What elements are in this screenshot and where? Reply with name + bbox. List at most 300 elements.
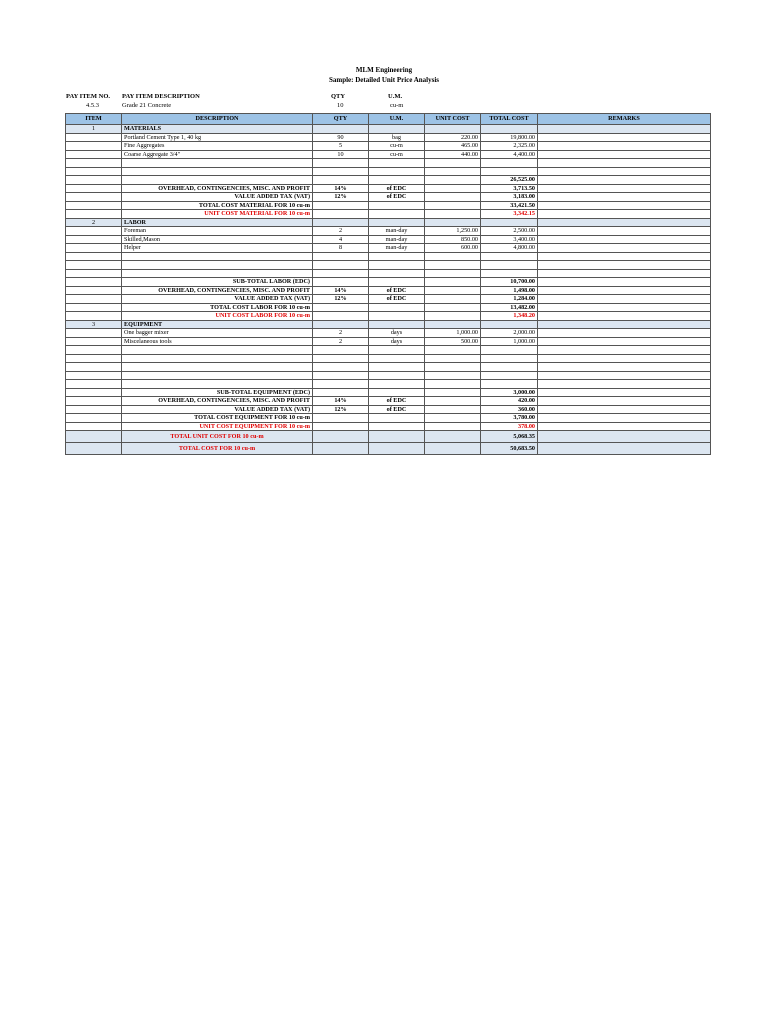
- empty-cell: [481, 371, 538, 380]
- empty-cell: [122, 167, 313, 176]
- line-item-unit-cost: 220.00: [425, 133, 481, 142]
- empty-cell: [369, 278, 425, 287]
- empty-row: [66, 371, 711, 380]
- empty-cell: [538, 269, 711, 278]
- empty-cell: [538, 295, 711, 304]
- empty-cell: [313, 363, 369, 372]
- empty-cell: [538, 312, 711, 321]
- total-cost-label: TOTAL COST LABOR FOR 10 cu-m: [122, 303, 313, 312]
- empty-cell: [369, 210, 425, 219]
- vat-percent: 12%: [313, 295, 369, 304]
- empty-cell: [425, 252, 481, 261]
- empty-cell: [313, 320, 369, 329]
- section-row: [66, 218, 711, 227]
- line-item-um: cu-m: [369, 150, 425, 159]
- empty-cell: [66, 346, 122, 355]
- empty-cell: [66, 303, 122, 312]
- vat-basis: of EDC: [369, 193, 425, 202]
- empty-cell: [425, 397, 481, 406]
- vat-percent: 12%: [313, 193, 369, 202]
- empty-cell: [66, 167, 122, 176]
- unit-cost-value: 3,342.15: [481, 210, 538, 219]
- empty-cell: [313, 125, 369, 134]
- line-item-remarks: [538, 235, 711, 244]
- line-item-remarks: [538, 133, 711, 142]
- total-cost-value: 33,421.50: [481, 201, 538, 210]
- subtotal-value: 3,000.00: [481, 388, 538, 397]
- pay-item-qty: 10: [337, 102, 344, 109]
- line-item-qty: 8: [313, 244, 369, 253]
- empty-cell: [369, 346, 425, 355]
- empty-cell: [369, 431, 425, 443]
- line-item-row: [66, 235, 711, 244]
- empty-cell: [369, 422, 425, 431]
- line-item-row: [66, 244, 711, 253]
- empty-cell: [425, 312, 481, 321]
- pay-item-no: 4.5.3: [86, 102, 99, 109]
- empty-cell: [425, 201, 481, 210]
- empty-cell: [481, 320, 538, 329]
- empty-row: [66, 261, 711, 270]
- empty-cell: [66, 244, 122, 253]
- empty-cell: [66, 422, 122, 431]
- column-header: UNIT COST: [425, 114, 481, 125]
- line-item-unit-cost: 1,000.00: [425, 329, 481, 338]
- unit-cost-row: [66, 422, 711, 431]
- empty-cell: [538, 176, 711, 185]
- line-item-um: days: [369, 329, 425, 338]
- ocm-label: OVERHEAD, CONTINGENCIES, MISC. AND PROFIT: [122, 286, 313, 295]
- empty-cell: [369, 261, 425, 270]
- vat-label: VALUE ADDED TAX (VAT): [122, 193, 313, 202]
- empty-cell: [538, 397, 711, 406]
- empty-cell: [66, 295, 122, 304]
- empty-row: [66, 252, 711, 261]
- section-label: MATERIALS: [122, 125, 313, 134]
- line-item-unit-cost: 440.00: [425, 150, 481, 159]
- empty-cell: [369, 159, 425, 168]
- pay-item-um-label: U.M.: [388, 93, 403, 100]
- empty-cell: [122, 252, 313, 261]
- pay-item-description: Grade 21 Concrete: [122, 102, 172, 109]
- empty-cell: [66, 269, 122, 278]
- line-item-description: Miscelaneous tools: [122, 337, 313, 346]
- vat-value: 3,183.00: [481, 193, 538, 202]
- empty-cell: [66, 278, 122, 287]
- line-item-description: Skilled,Mason: [122, 235, 313, 244]
- total-cost-value: 3,780.00: [481, 414, 538, 423]
- empty-cell: [538, 414, 711, 423]
- empty-cell: [425, 167, 481, 176]
- vat-basis: of EDC: [369, 295, 425, 304]
- line-item-description: Coarse Aggregate 3/4": [122, 150, 313, 159]
- empty-cell: [369, 371, 425, 380]
- line-item-unit-cost: 600.00: [425, 244, 481, 253]
- empty-cell: [538, 320, 711, 329]
- empty-cell: [425, 443, 481, 455]
- empty-cell: [425, 380, 481, 389]
- empty-cell: [122, 159, 313, 168]
- grand-total-label: TOTAL COST FOR 10 cu-m: [122, 443, 313, 455]
- empty-cell: [538, 278, 711, 287]
- empty-cell: [538, 363, 711, 372]
- empty-cell: [425, 184, 481, 193]
- empty-cell: [425, 286, 481, 295]
- line-item-total: 4,800.00: [481, 244, 538, 253]
- empty-row: [66, 363, 711, 372]
- empty-cell: [313, 261, 369, 270]
- empty-cell: [313, 303, 369, 312]
- vat-label: VALUE ADDED TAX (VAT): [122, 295, 313, 304]
- line-item-unit-cost: 465.00: [425, 142, 481, 151]
- section-item-number: 3: [66, 320, 122, 329]
- empty-cell: [538, 167, 711, 176]
- empty-cell: [481, 159, 538, 168]
- empty-cell: [313, 371, 369, 380]
- empty-cell: [369, 380, 425, 389]
- empty-cell: [66, 414, 122, 423]
- empty-cell: [313, 443, 369, 455]
- empty-cell: [481, 125, 538, 134]
- unit-cost-label: UNIT COST EQUIPMENT FOR 10 cu-m: [122, 422, 313, 431]
- empty-cell: [538, 184, 711, 193]
- ocm-basis: of EDC: [369, 184, 425, 193]
- empty-cell: [66, 363, 122, 372]
- line-item-row: [66, 337, 711, 346]
- subtotal-row: [66, 176, 711, 185]
- line-item-qty: 4: [313, 235, 369, 244]
- empty-cell: [313, 380, 369, 389]
- empty-cell: [66, 371, 122, 380]
- line-item-total: 4,400.00: [481, 150, 538, 159]
- empty-cell: [425, 405, 481, 414]
- column-header: REMARKS: [538, 114, 711, 125]
- empty-cell: [425, 320, 481, 329]
- empty-cell: [425, 159, 481, 168]
- empty-cell: [425, 176, 481, 185]
- line-item-row: [66, 133, 711, 142]
- line-item-um: man-day: [369, 235, 425, 244]
- empty-cell: [369, 252, 425, 261]
- empty-row: [66, 380, 711, 389]
- empty-cell: [66, 176, 122, 185]
- empty-cell: [369, 443, 425, 455]
- empty-cell: [313, 346, 369, 355]
- empty-cell: [425, 388, 481, 397]
- empty-cell: [425, 218, 481, 227]
- line-item-um: man-day: [369, 227, 425, 236]
- empty-cell: [313, 422, 369, 431]
- total-cost-row: [66, 303, 711, 312]
- ocm-percent: 14%: [313, 286, 369, 295]
- ocm-row: [66, 397, 711, 406]
- vat-row: [66, 405, 711, 414]
- line-item-total: 2,325.00: [481, 142, 538, 151]
- line-item-qty: 2: [313, 337, 369, 346]
- ocm-percent: 14%: [313, 184, 369, 193]
- column-header: ITEM: [66, 114, 122, 125]
- empty-cell: [66, 159, 122, 168]
- empty-cell: [425, 278, 481, 287]
- vat-value: 360.00: [481, 405, 538, 414]
- ocm-row: [66, 286, 711, 295]
- empty-cell: [425, 363, 481, 372]
- empty-cell: [66, 286, 122, 295]
- vat-value: 1,284.00: [481, 295, 538, 304]
- ocm-value: 420.00: [481, 397, 538, 406]
- empty-cell: [369, 218, 425, 227]
- line-item-row: [66, 227, 711, 236]
- empty-cell: [538, 443, 711, 455]
- line-item-total: 19,800.00: [481, 133, 538, 142]
- empty-cell: [66, 312, 122, 321]
- pay-item-um: cu-m: [390, 102, 404, 109]
- empty-cell: [66, 150, 122, 159]
- empty-cell: [313, 159, 369, 168]
- subtotal-label: SUB-TOTAL LABOR (EDC): [122, 278, 313, 287]
- line-item-um: cu-m: [369, 142, 425, 151]
- line-item-qty: 90: [313, 133, 369, 142]
- total-cost-label: TOTAL COST MATERIAL FOR 10 cu-m: [122, 201, 313, 210]
- empty-cell: [538, 405, 711, 414]
- empty-cell: [66, 227, 122, 236]
- empty-cell: [66, 337, 122, 346]
- empty-cell: [122, 380, 313, 389]
- empty-cell: [538, 431, 711, 443]
- empty-cell: [122, 371, 313, 380]
- vat-row: [66, 193, 711, 202]
- empty-cell: [481, 261, 538, 270]
- empty-row: [66, 354, 711, 363]
- empty-cell: [66, 142, 122, 151]
- empty-cell: [369, 303, 425, 312]
- empty-cell: [538, 218, 711, 227]
- unit-price-table: [65, 113, 711, 455]
- vat-percent: 12%: [313, 405, 369, 414]
- column-header: TOTAL COST: [481, 114, 538, 125]
- empty-cell: [481, 380, 538, 389]
- total-cost-row: [66, 201, 711, 210]
- table-header-row: [66, 114, 711, 125]
- pay-item-desc-label: PAY ITEM DESCRIPTION: [122, 93, 200, 100]
- empty-row: [66, 167, 711, 176]
- line-item-unit-cost: 850.00: [425, 235, 481, 244]
- empty-cell: [66, 261, 122, 270]
- empty-cell: [313, 176, 369, 185]
- company-title: MLM Engineering: [355, 66, 413, 74]
- empty-cell: [313, 278, 369, 287]
- empty-row: [66, 269, 711, 278]
- line-item-total: 3,400.00: [481, 235, 538, 244]
- empty-cell: [66, 354, 122, 363]
- ocm-percent: 14%: [313, 397, 369, 406]
- line-item-remarks: [538, 329, 711, 338]
- empty-cell: [122, 261, 313, 270]
- empty-cell: [481, 218, 538, 227]
- ocm-value: 3,713.50: [481, 184, 538, 193]
- line-item-remarks: [538, 337, 711, 346]
- unit-cost-value: 1,348.20: [481, 312, 538, 321]
- line-item-remarks: [538, 227, 711, 236]
- line-item-description: Helper: [122, 244, 313, 253]
- ocm-row: [66, 184, 711, 193]
- empty-cell: [66, 193, 122, 202]
- empty-cell: [66, 235, 122, 244]
- empty-cell: [538, 380, 711, 389]
- empty-cell: [66, 431, 122, 443]
- empty-cell: [425, 303, 481, 312]
- empty-cell: [313, 414, 369, 423]
- empty-cell: [425, 295, 481, 304]
- unit-cost-label: UNIT COST MATERIAL FOR 10 cu-m: [122, 210, 313, 219]
- unit-cost-row: [66, 210, 711, 219]
- empty-cell: [425, 269, 481, 278]
- line-item-row: [66, 150, 711, 159]
- empty-cell: [66, 201, 122, 210]
- empty-cell: [66, 388, 122, 397]
- empty-cell: [538, 125, 711, 134]
- line-item-unit-cost: 1,250.00: [425, 227, 481, 236]
- empty-cell: [122, 269, 313, 278]
- empty-cell: [313, 201, 369, 210]
- empty-cell: [538, 371, 711, 380]
- empty-cell: [425, 414, 481, 423]
- subtotal-value: 26,525.00: [481, 176, 538, 185]
- pay-item-qty-label: QTY: [331, 93, 346, 100]
- empty-cell: [369, 363, 425, 372]
- empty-cell: [313, 431, 369, 443]
- empty-cell: [481, 269, 538, 278]
- empty-cell: [313, 269, 369, 278]
- section-label: LABOR: [122, 218, 313, 227]
- section-row: [66, 125, 711, 134]
- empty-cell: [425, 261, 481, 270]
- empty-row: [66, 159, 711, 168]
- empty-cell: [425, 210, 481, 219]
- total-cost-value: 13,482.00: [481, 303, 538, 312]
- empty-cell: [538, 346, 711, 355]
- subtotal-value: 10,700.00: [481, 278, 538, 287]
- ocm-value: 1,498.00: [481, 286, 538, 295]
- empty-cell: [66, 184, 122, 193]
- column-header: QTY: [313, 114, 369, 125]
- pay-item-no-label: PAY ITEM NO.: [66, 93, 110, 100]
- empty-cell: [369, 269, 425, 278]
- empty-cell: [425, 371, 481, 380]
- empty-cell: [425, 193, 481, 202]
- empty-cell: [313, 388, 369, 397]
- subtotal-row: [66, 388, 711, 397]
- empty-cell: [425, 346, 481, 355]
- line-item-description: One bagger mixer: [122, 329, 313, 338]
- ocm-basis: of EDC: [369, 397, 425, 406]
- line-item-remarks: [538, 142, 711, 151]
- section-item-number: 2: [66, 218, 122, 227]
- empty-cell: [481, 167, 538, 176]
- vat-label: VALUE ADDED TAX (VAT): [122, 405, 313, 414]
- empty-cell: [369, 312, 425, 321]
- line-item-row: [66, 142, 711, 151]
- line-item-unit-cost: 500.00: [425, 337, 481, 346]
- empty-cell: [313, 252, 369, 261]
- empty-cell: [481, 354, 538, 363]
- empty-cell: [369, 354, 425, 363]
- vat-row: [66, 295, 711, 304]
- empty-cell: [66, 405, 122, 414]
- empty-cell: [369, 176, 425, 185]
- unit-cost-label: UNIT COST LABOR FOR 10 cu-m: [122, 312, 313, 321]
- empty-cell: [538, 252, 711, 261]
- empty-cell: [425, 422, 481, 431]
- empty-cell: [538, 193, 711, 202]
- subtotal-label: SUB-TOTAL EQUIPMENT (EDC): [122, 388, 313, 397]
- line-item-qty: 2: [313, 227, 369, 236]
- section-row: [66, 320, 711, 329]
- line-item-description: Foreman: [122, 227, 313, 236]
- empty-cell: [122, 354, 313, 363]
- empty-cell: [66, 397, 122, 406]
- line-item-qty: 2: [313, 329, 369, 338]
- line-item-qty: 5: [313, 142, 369, 151]
- line-item-qty: 10: [313, 150, 369, 159]
- empty-cell: [313, 312, 369, 321]
- empty-cell: [538, 388, 711, 397]
- empty-cell: [66, 380, 122, 389]
- empty-cell: [66, 329, 122, 338]
- empty-cell: [481, 252, 538, 261]
- total-cost-row: [66, 414, 711, 423]
- subtotal-row: [66, 278, 711, 287]
- unit-cost-row: [66, 312, 711, 321]
- line-item-um: bag: [369, 133, 425, 142]
- line-item-um: man-day: [369, 244, 425, 253]
- empty-row: [66, 346, 711, 355]
- empty-cell: [538, 159, 711, 168]
- vat-basis: of EDC: [369, 405, 425, 414]
- line-item-total: 1,000.00: [481, 337, 538, 346]
- empty-cell: [66, 443, 122, 455]
- grand-unit-label: TOTAL UNIT COST FOR 10 cu-m: [122, 431, 313, 443]
- empty-cell: [122, 346, 313, 355]
- empty-cell: [481, 346, 538, 355]
- empty-cell: [425, 354, 481, 363]
- line-item-total: 2,500.00: [481, 227, 538, 236]
- empty-cell: [369, 167, 425, 176]
- line-item-total: 2,000.00: [481, 329, 538, 338]
- column-header: DESCRIPTION: [122, 114, 313, 125]
- ocm-basis: of EDC: [369, 286, 425, 295]
- empty-cell: [538, 422, 711, 431]
- unit-cost-value: 378.00: [481, 422, 538, 431]
- document-subtitle: Sample: Detailed Unit Price Analysis: [328, 76, 440, 84]
- empty-cell: [66, 133, 122, 142]
- empty-cell: [313, 210, 369, 219]
- grand-total-row: [66, 443, 711, 455]
- line-item-row: [66, 329, 711, 338]
- empty-cell: [538, 210, 711, 219]
- empty-cell: [538, 286, 711, 295]
- total-cost-label: TOTAL COST EQUIPMENT FOR 10 cu-m: [122, 414, 313, 423]
- empty-cell: [66, 252, 122, 261]
- empty-cell: [538, 201, 711, 210]
- empty-cell: [425, 431, 481, 443]
- empty-cell: [369, 320, 425, 329]
- section-item-number: 1: [66, 125, 122, 134]
- subtotal-label: [122, 176, 313, 185]
- ocm-label: OVERHEAD, CONTINGENCIES, MISC. AND PROFIT: [122, 184, 313, 193]
- empty-cell: [369, 388, 425, 397]
- empty-cell: [313, 218, 369, 227]
